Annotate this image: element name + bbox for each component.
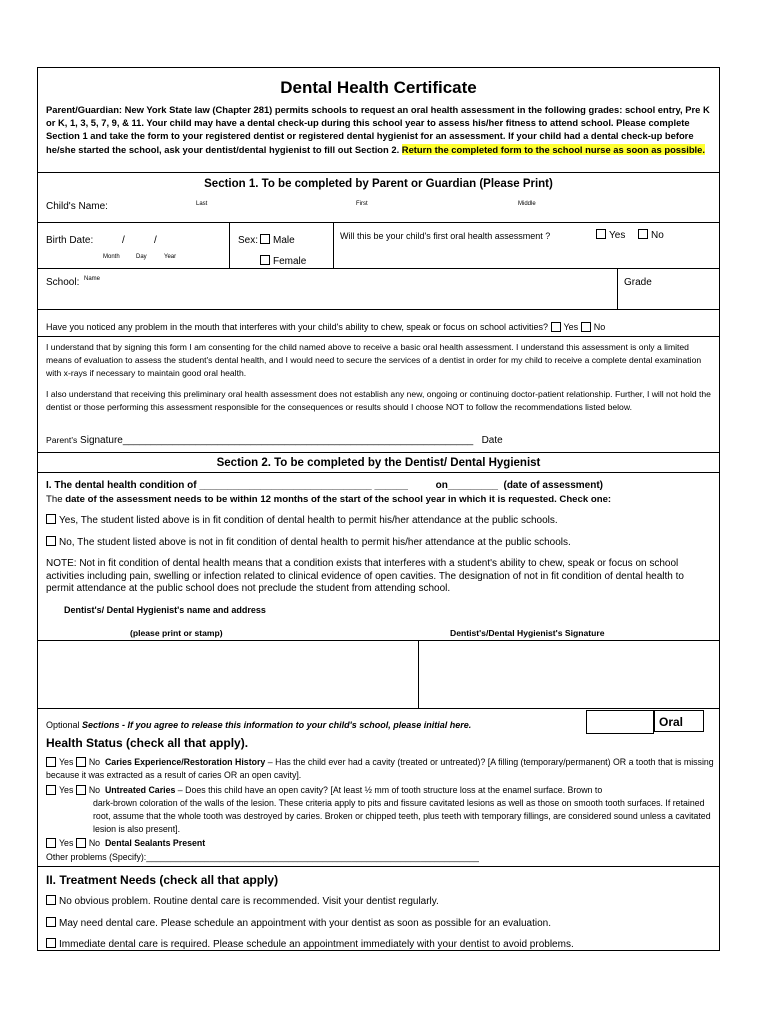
parents-label: Parent's: [46, 435, 78, 445]
caries-title: Caries Experience/Restoration History: [104, 757, 266, 767]
first-assessment-yes: [596, 230, 625, 241]
birth-date-label: Birth Date:: [46, 235, 94, 246]
intro-highlight: Return the completed form to the school nurse as soon as possible.: [401, 143, 705, 155]
fit-yes-option: [46, 515, 558, 526]
male-label: Male: [273, 235, 295, 246]
first-assessment-question: Will this be your child's first oral health assessment ?: [340, 231, 551, 241]
female-label: Female: [273, 256, 307, 267]
print-or-stamp-label: (please print or stamp): [130, 628, 223, 638]
problem-yes-checkbox[interactable]: [551, 322, 561, 332]
fit-yes-label: Yes, The student listed above is in fit condition of dental health to permit his/her attendance at the public schools.: [59, 515, 558, 526]
section2-heading: Section 2. To be completed by the Dentist/ Dental Hygienist: [216, 457, 541, 469]
untreated-text: – Does this child have an open cavity? [At least ½ mm of tooth structure loss at the enamel surface. Brown to: [175, 785, 603, 795]
untreated-caries-detail: dark-brown coloration of the walls of the lesion. These criteria apply to pits and fissure cavitated lesions as well as those on smooth tooth surfaces. If retained root, assume that the whole tooth was destroyed by caries. Broken or chipped teeth, plus teeth with temporary fillings, are considered sound unless a cavitated lesion is also present].: [93, 798, 711, 834]
intro-body: Parent/Guardian: New York State law (Chapter 281) permits schools to request an oral health assessment in the following grades: school entry, Pre K or K, 1, 3, 5, 7, 9, & 11. Your child may have a dental check-up during this school year to assess his/her fitness to attend school. Please complete Section 1 and take the form to your registered dentist or registered dental hygienist for an assessment. If your child had a dental check-up before he/she started the school, ask your dentist/dental hygienist to fill out Section 2.: [46, 104, 710, 155]
untreated-caries-item: [46, 784, 718, 797]
treatment-2-label: May need dental care. Please schedule an appointment with your dentist as soon as possible for an evaluation.: [59, 918, 551, 929]
school-label: School:: [46, 277, 80, 288]
sealants-item: [46, 838, 205, 849]
sex-male-option: [260, 235, 295, 246]
middle-name-hint: Middle: [518, 201, 536, 207]
day-hint: Day: [136, 254, 147, 260]
fit-yes-checkbox[interactable]: [46, 514, 56, 524]
divider: [38, 172, 719, 173]
caries-yes-checkbox[interactable]: [46, 757, 56, 767]
dentist-signature-box[interactable]: [422, 642, 716, 706]
treatment-heading: II. Treatment Needs (check all that apply): [46, 873, 279, 887]
caries-text: – Has the child ever had a cavity (treated or untreated)? [A filling (temporary/permanent) OR a tooth that is missing because it was extracted as a result of caries OR an open cavity].: [46, 757, 714, 780]
consent-paragraph-1: I understand that by signing this form I am consenting for the child named above to receive a basic oral health assessment. I understand this assessment is only a limited means of evaluation to assess the student's dental health, and I would need to secure the services of a dentist in order for my child to receive a complete dental examination with x-rays if necessary to maintain good oral health.: [46, 342, 702, 378]
divider: [38, 452, 719, 453]
divider: [38, 309, 719, 310]
consent-paragraph-2: I also understand that receiving this preliminary oral health assessment does not establish any new, ongoing or continuing doctor-patient relationship. Further, I will not hold the dentist or those performing this assessment responsible for the consequences or results should I choose NOT to follow the recommendations listed below.: [46, 389, 711, 412]
fit-no-checkbox[interactable]: [46, 536, 56, 546]
mouth-problem-question: [46, 322, 605, 333]
date-label: Date: [481, 435, 503, 446]
note-paragraph: NOTE: Not in fit condition of dental health means that a condition exists that interferes with a student's ability to chew, speak or focus on school activities including pain, swelling or infection related to clinical evidence of open cavities. The designation of not in fit condition of dental health to permit attendance at the public school does not preclude the student from attending school.: [46, 558, 684, 594]
initial-box[interactable]: [586, 710, 654, 734]
treatment-1-label: No obvious problem. Routine dental care is recommended. Visit your dentist regularly.: [59, 896, 439, 907]
date-slash: /: [154, 235, 157, 246]
first-assessment-yes-checkbox[interactable]: [596, 229, 606, 239]
yes-label: Yes: [563, 322, 579, 332]
birth-date-input[interactable]: [94, 232, 214, 246]
yes-label: Yes: [59, 785, 74, 795]
caries-experience-item: [46, 756, 718, 782]
divider: [418, 640, 419, 708]
the-word: The: [46, 494, 63, 505]
date-slash: /: [122, 235, 125, 246]
treatment-item-2: [46, 918, 551, 929]
first-assessment-no: [638, 230, 664, 241]
treatment-1-checkbox[interactable]: [46, 895, 56, 905]
divider: [38, 640, 719, 641]
sex-female-option: [260, 256, 306, 267]
treatment-2-checkbox[interactable]: [46, 917, 56, 927]
school-name-hint: Name: [84, 276, 101, 282]
divider: [333, 222, 334, 268]
other-problems-line: Other problems (Specify):____________________________________________________________________: [46, 852, 479, 862]
optional-release-text: [46, 720, 471, 730]
yes-label: Yes: [59, 757, 74, 767]
sealants-no-checkbox[interactable]: [76, 838, 86, 848]
grade-label: Grade: [624, 277, 652, 288]
no-label: No: [651, 230, 664, 241]
no-label: No: [593, 322, 606, 332]
treatment-item-3: [46, 939, 574, 950]
optional-instruction: Sections - If you agree to release this information to your child's school, please initial here.: [82, 720, 472, 730]
date-rule: [46, 494, 611, 505]
childs-name-label: Child's Name:: [46, 201, 108, 212]
dentist-signature-label: Dentist's/Dental Hygienist's Signature: [450, 628, 605, 638]
date-rule-text: date of the assessment needs to be within 12 months of the start of the school year in which it is requested. Check one:: [65, 494, 612, 505]
health-status-heading: Health Status (check all that apply).: [46, 736, 249, 750]
divider: [38, 472, 719, 473]
year-hint: Year: [164, 254, 177, 260]
oral-label: Oral: [654, 710, 704, 732]
sex-label: Sex:: [238, 235, 259, 246]
untreated-title: Untreated Caries: [104, 785, 176, 795]
month-hint: Month: [103, 254, 120, 260]
certificate-form: [37, 67, 720, 951]
problem-no-checkbox[interactable]: [581, 322, 591, 332]
last-name-hint: Last: [196, 201, 208, 207]
divider: [229, 222, 230, 268]
sealants-title: Dental Sealants Present: [104, 838, 206, 848]
dentist-name-address-box[interactable]: [40, 642, 414, 706]
male-checkbox[interactable]: [260, 234, 270, 244]
fit-no-option: [46, 537, 571, 548]
school-input[interactable]: [102, 272, 612, 302]
yes-label: Yes: [609, 230, 626, 241]
other-problems-input[interactable]: [163, 850, 603, 862]
form-title: Dental Health Certificate: [280, 78, 477, 97]
divider: [38, 866, 719, 867]
first-name-hint: First: [356, 201, 368, 207]
mouth-problem-text: Have you noticed any problem in the mouth that interferes with your child's ability to chew, speak or focus on school activities?: [46, 322, 548, 332]
parent-signature-input[interactable]: [128, 430, 518, 444]
signature-label: Signature_______________________________________________________________: [80, 435, 474, 446]
childs-name-input[interactable]: [188, 208, 718, 220]
first-assessment-no-checkbox[interactable]: [638, 229, 648, 239]
treatment-item-1: [46, 896, 439, 907]
grade-input[interactable]: [658, 272, 714, 302]
untreated-yes-checkbox[interactable]: [46, 785, 56, 795]
treatment-3-label: Immediate dental care is required. Please schedule an appointment immediately with your dentist to avoid problems.: [59, 939, 574, 950]
female-checkbox[interactable]: [260, 255, 270, 265]
yes-label: Yes: [59, 838, 74, 848]
no-label: No: [88, 757, 101, 767]
caries-no-checkbox[interactable]: [76, 757, 86, 767]
fit-no-label: No, The student listed above is not in fit condition of dental health to permit his/her attendance at the public schools.: [59, 537, 571, 548]
sealants-yes-checkbox[interactable]: [46, 838, 56, 848]
divider: [38, 222, 719, 223]
divider: [38, 708, 719, 709]
divider: [38, 336, 719, 337]
no-label: No: [88, 838, 101, 848]
intro-text: [46, 103, 714, 156]
optional-word: Optional: [46, 720, 80, 730]
dentist-name-label: Dentist's/ Dental Hygienist's name and address: [64, 605, 266, 615]
no-label: No: [88, 785, 101, 795]
untreated-no-checkbox[interactable]: [76, 785, 86, 795]
treatment-3-checkbox[interactable]: [46, 938, 56, 948]
section1-heading: Section 1. To be completed by Parent or Guardian (Please Print): [204, 178, 553, 190]
divider: [617, 268, 618, 309]
condition-line: I. The dental health condition of _______________________________ ______ on_________ (date of assessment): [46, 480, 603, 491]
